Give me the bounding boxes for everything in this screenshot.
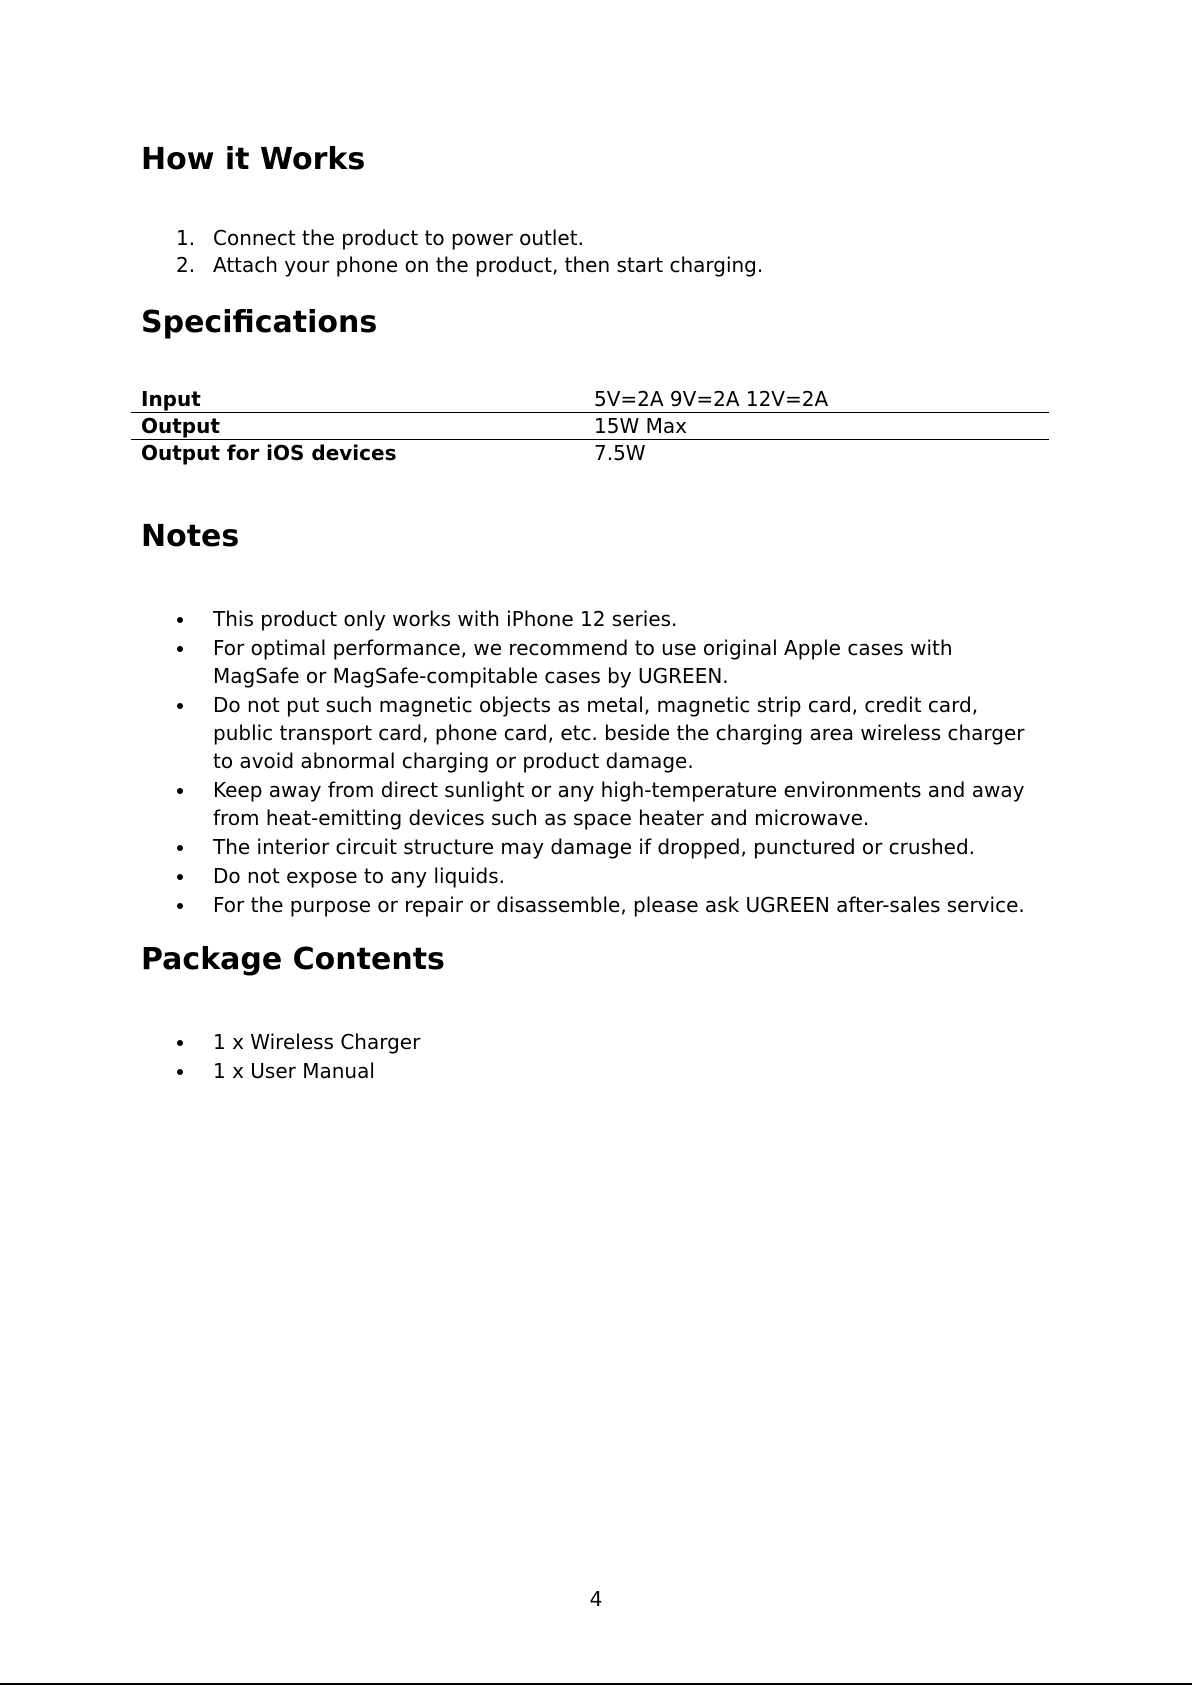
- bullet-icon: [177, 788, 183, 794]
- note-text: For the purpose or repair or disassemble, please ask UGREEN after-sales service.: [213, 893, 1025, 917]
- how-it-works-heading: How it Works: [141, 142, 366, 177]
- spec-value: 5V=2A 9V=2A 12V=2A: [584, 386, 1049, 413]
- note-text: For optimal performance, we recommend to use original Apple cases with MagSafe or MagSafe-compitable cases by UGREEN.: [213, 636, 953, 688]
- spec-value: 7.5W: [594, 441, 646, 465]
- spec-label: Input: [131, 386, 584, 413]
- step-number: 1.: [176, 226, 196, 250]
- notes-heading: Notes: [141, 519, 240, 554]
- package-item-text: 1 x Wireless Charger: [213, 1030, 421, 1054]
- package-item: [141, 1028, 1041, 1056]
- spec-row-input: [131, 386, 1049, 413]
- how-it-works-steps: [141, 224, 1041, 278]
- package-contents-list: [141, 1028, 1041, 1086]
- note-text: This product only works with iPhone 12 series.: [213, 607, 678, 631]
- note-item: [141, 891, 1041, 919]
- step-number: 2.: [176, 253, 196, 277]
- package-item: [141, 1057, 1041, 1085]
- spec-value: 15W Max: [584, 413, 1049, 440]
- note-item: [141, 776, 1041, 832]
- note-item: [141, 634, 1041, 690]
- spec-label: Output for iOS devices: [141, 441, 397, 465]
- note-text: The interior circuit structure may damage if dropped, punctured or crushed.: [213, 835, 976, 859]
- spec-label: Output: [131, 413, 584, 440]
- note-item: [141, 691, 1041, 775]
- package-item-text: 1 x User Manual: [213, 1059, 375, 1083]
- step-text: Connect the product to power outlet.: [213, 226, 584, 250]
- note-item: [141, 833, 1041, 861]
- bullet-icon: [177, 874, 183, 880]
- spec-row-output-ios: [131, 440, 1049, 467]
- step-item: [141, 251, 1041, 279]
- bullet-icon: [177, 1069, 183, 1075]
- note-text: Do not put such magnetic objects as metal, magnetic strip card, credit card, public transport card, phone card, etc. beside the charging area wireless charger to avoid abnormal charging or product damage.: [213, 693, 1025, 773]
- page-number: 4: [589, 1587, 603, 1611]
- bullet-icon: [177, 903, 183, 909]
- specifications-heading: Specifications: [141, 305, 378, 340]
- bullet-icon: [177, 1040, 183, 1046]
- note-item: [141, 605, 1041, 633]
- notes-list: [141, 605, 1041, 920]
- bullet-icon: [177, 617, 183, 623]
- step-text: Attach your phone on the product, then start charging.: [213, 253, 764, 277]
- bullet-icon: [177, 646, 183, 652]
- bullet-icon: [177, 845, 183, 851]
- spec-row-output: [131, 413, 1049, 440]
- note-text: Keep away from direct sunlight or any high-temperature environments and away from heat-emitting devices such as space heater and microwave.: [213, 778, 1025, 830]
- step-item: [141, 224, 1041, 252]
- package-contents-heading: Package Contents: [141, 942, 445, 977]
- note-item: [141, 862, 1041, 890]
- bullet-icon: [177, 703, 183, 709]
- note-text: Do not expose to any liquids.: [213, 864, 505, 888]
- specifications-table: [131, 386, 1049, 466]
